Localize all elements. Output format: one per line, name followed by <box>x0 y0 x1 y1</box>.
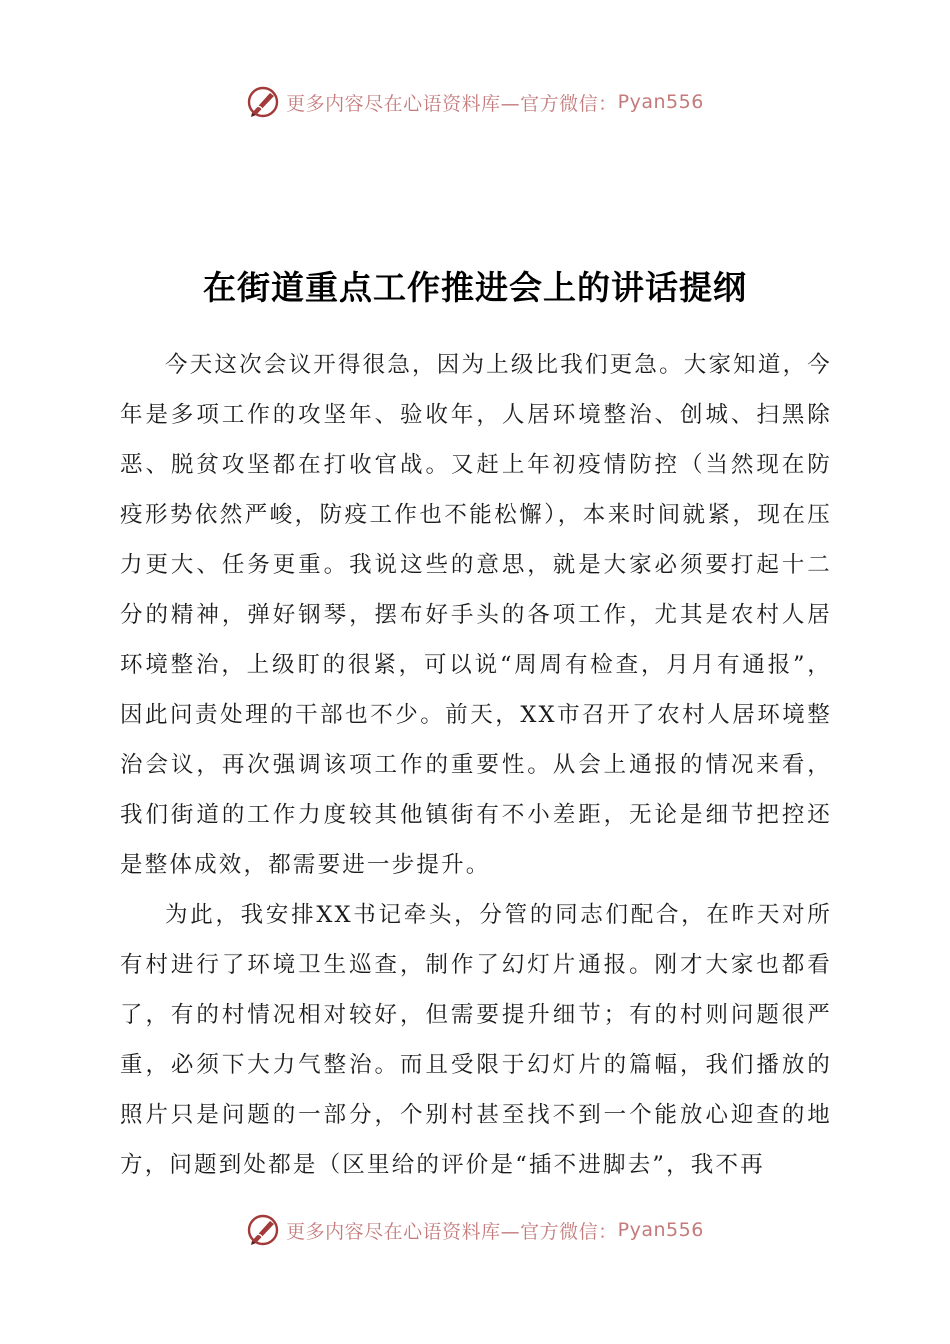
paragraph: 为此，我安排XX书记牵头，分管的同志们配合，在昨天对所有村进行了环境卫生巡查，制作了幻灯片通报。刚才大家也都看了，有的村情况相对较好，但需要提升细节；有的村则问题很严重，必须下大力气整治。而且受限于幻灯片的篇幅，我们播放的照片只是问题的一部分，个别村甚至找不到一个能放心迎查的地方，问题到处都是（区里给的评价是“插不进脚去”，我不再 <box>120 902 832 1178</box>
pen-circle-logo-icon <box>246 85 280 119</box>
header-watermark <box>0 82 950 122</box>
footer-watermark <box>0 1210 950 1250</box>
watermark-wechat-id: Pyan556 <box>617 1219 704 1241</box>
watermark-text: 更多内容尽在心语资料库—官方微信： <box>286 1220 618 1243</box>
watermark-text: 更多内容尽在心语资料库—官方微信： <box>286 92 618 115</box>
pen-circle-logo-icon <box>246 1213 280 1247</box>
document-title: 在街道重点工作推进会上的讲话提纲 <box>203 268 747 307</box>
paragraph: 今天这次会议开得很急，因为上级比我们更急。大家知道，今年是多项工作的攻坚年、验收年，人居环境整治、创城、扫黑除恶、脱贫攻坚都在打收官战。又赶上年初疫情防控（当然现在防疫形势依然严峻，防疫工作也不能松懈），本来时间就紧，现在压力更大、任务更重。我说这些的意思，就是大家必须要打起十二分的精神，弹好钢琴，摆布好手头的各项工作，尤其是农村人居环境整治，上级盯的很紧，可以说“周周有检查，月月有通报”，因此问责处理的干部也不少。前天，XX市召开了农村人居环境整治会议，再次强调该项工作的重要性。从会上通报的情况来看，我们街道的工作力度较其他镇街有不小差距，无论是细节把控还是整体成效，都需要进一步提升。 <box>120 352 832 878</box>
watermark-wechat-id: Pyan556 <box>617 91 704 113</box>
document-body <box>120 340 832 1190</box>
